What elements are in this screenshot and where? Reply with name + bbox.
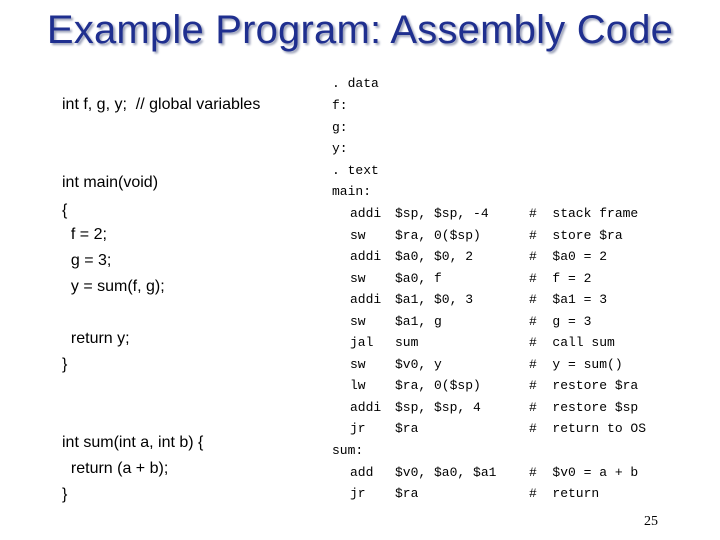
asm-comment: # $a1 = 3	[529, 292, 608, 307]
c-stmt-g: g = 3;	[62, 252, 112, 269]
asm-args: $sp, $sp, -4	[395, 206, 489, 221]
c-stmt-f: f = 2;	[62, 226, 107, 243]
asm-comment: # g = 3	[529, 314, 592, 329]
c-main-signature: int main(void)	[62, 174, 159, 191]
asm-label-y: y:	[332, 141, 348, 156]
c-return-y: return y;	[62, 330, 130, 347]
c-globals-line: int f, g, y; // global variables	[62, 96, 261, 113]
asm-args: $ra, 0($sp)	[395, 228, 481, 243]
asm-op: jr	[350, 486, 366, 501]
c-stmt-y: y = sum(f, g);	[62, 278, 165, 295]
asm-op: addi	[350, 206, 382, 221]
asm-op: jal	[350, 335, 374, 350]
asm-args: $ra	[395, 486, 419, 501]
asm-comment: # $v0 = a + b	[529, 465, 639, 480]
asm-args: $a1, $0, 3	[395, 292, 474, 307]
c-sum-return: return (a + b);	[62, 460, 169, 477]
asm-comment: # return to OS	[529, 421, 647, 436]
asm-op: sw	[350, 314, 366, 329]
asm-comment: # $a0 = 2	[529, 249, 608, 264]
asm-comment: # restore $sp	[529, 400, 639, 415]
asm-label-g: g:	[332, 120, 348, 135]
asm-args: $a0, $0, 2	[395, 249, 474, 264]
c-main-open-brace: {	[62, 202, 68, 219]
asm-op: jr	[350, 421, 366, 436]
asm-comment: # store $ra	[529, 228, 623, 243]
asm-label-f: f:	[332, 98, 348, 113]
asm-op: addi	[350, 400, 382, 415]
asm-op: addi	[350, 249, 382, 264]
asm-comment: # restore $ra	[529, 378, 639, 393]
c-sum-close-brace: }	[62, 486, 68, 503]
asm-comment: # stack frame	[529, 206, 639, 221]
asm-args: $v0, y	[395, 357, 442, 372]
asm-args: $v0, $a0, $a1	[395, 465, 497, 480]
asm-op: sw	[350, 271, 366, 286]
asm-label-sum: sum:	[332, 443, 364, 458]
asm-op: add	[350, 465, 374, 480]
asm-args: $ra	[395, 421, 419, 436]
asm-label-text: . text	[332, 163, 379, 178]
asm-args: $a1, g	[395, 314, 442, 329]
asm-op: sw	[350, 228, 366, 243]
c-main-close-brace: }	[62, 356, 68, 373]
asm-args: $ra, 0($sp)	[395, 378, 481, 393]
asm-args: $sp, $sp, 4	[395, 400, 481, 415]
asm-op: addi	[350, 292, 382, 307]
c-sum-signature: int sum(int a, int b) {	[62, 434, 204, 451]
page-number: 25	[644, 514, 658, 529]
asm-comment: # f = 2	[529, 271, 592, 286]
asm-label-main: main:	[332, 184, 372, 199]
asm-args: $a0, f	[395, 271, 442, 286]
asm-comment: # return	[529, 486, 600, 501]
asm-args: sum	[395, 335, 419, 350]
asm-comment: # y = sum()	[529, 357, 623, 372]
asm-label-data: . data	[332, 76, 379, 91]
asm-op: sw	[350, 357, 366, 372]
asm-op: lw	[350, 378, 366, 393]
slide-title: Example Program: Assembly Code	[46, 8, 674, 52]
asm-comment: # call sum	[529, 335, 615, 350]
